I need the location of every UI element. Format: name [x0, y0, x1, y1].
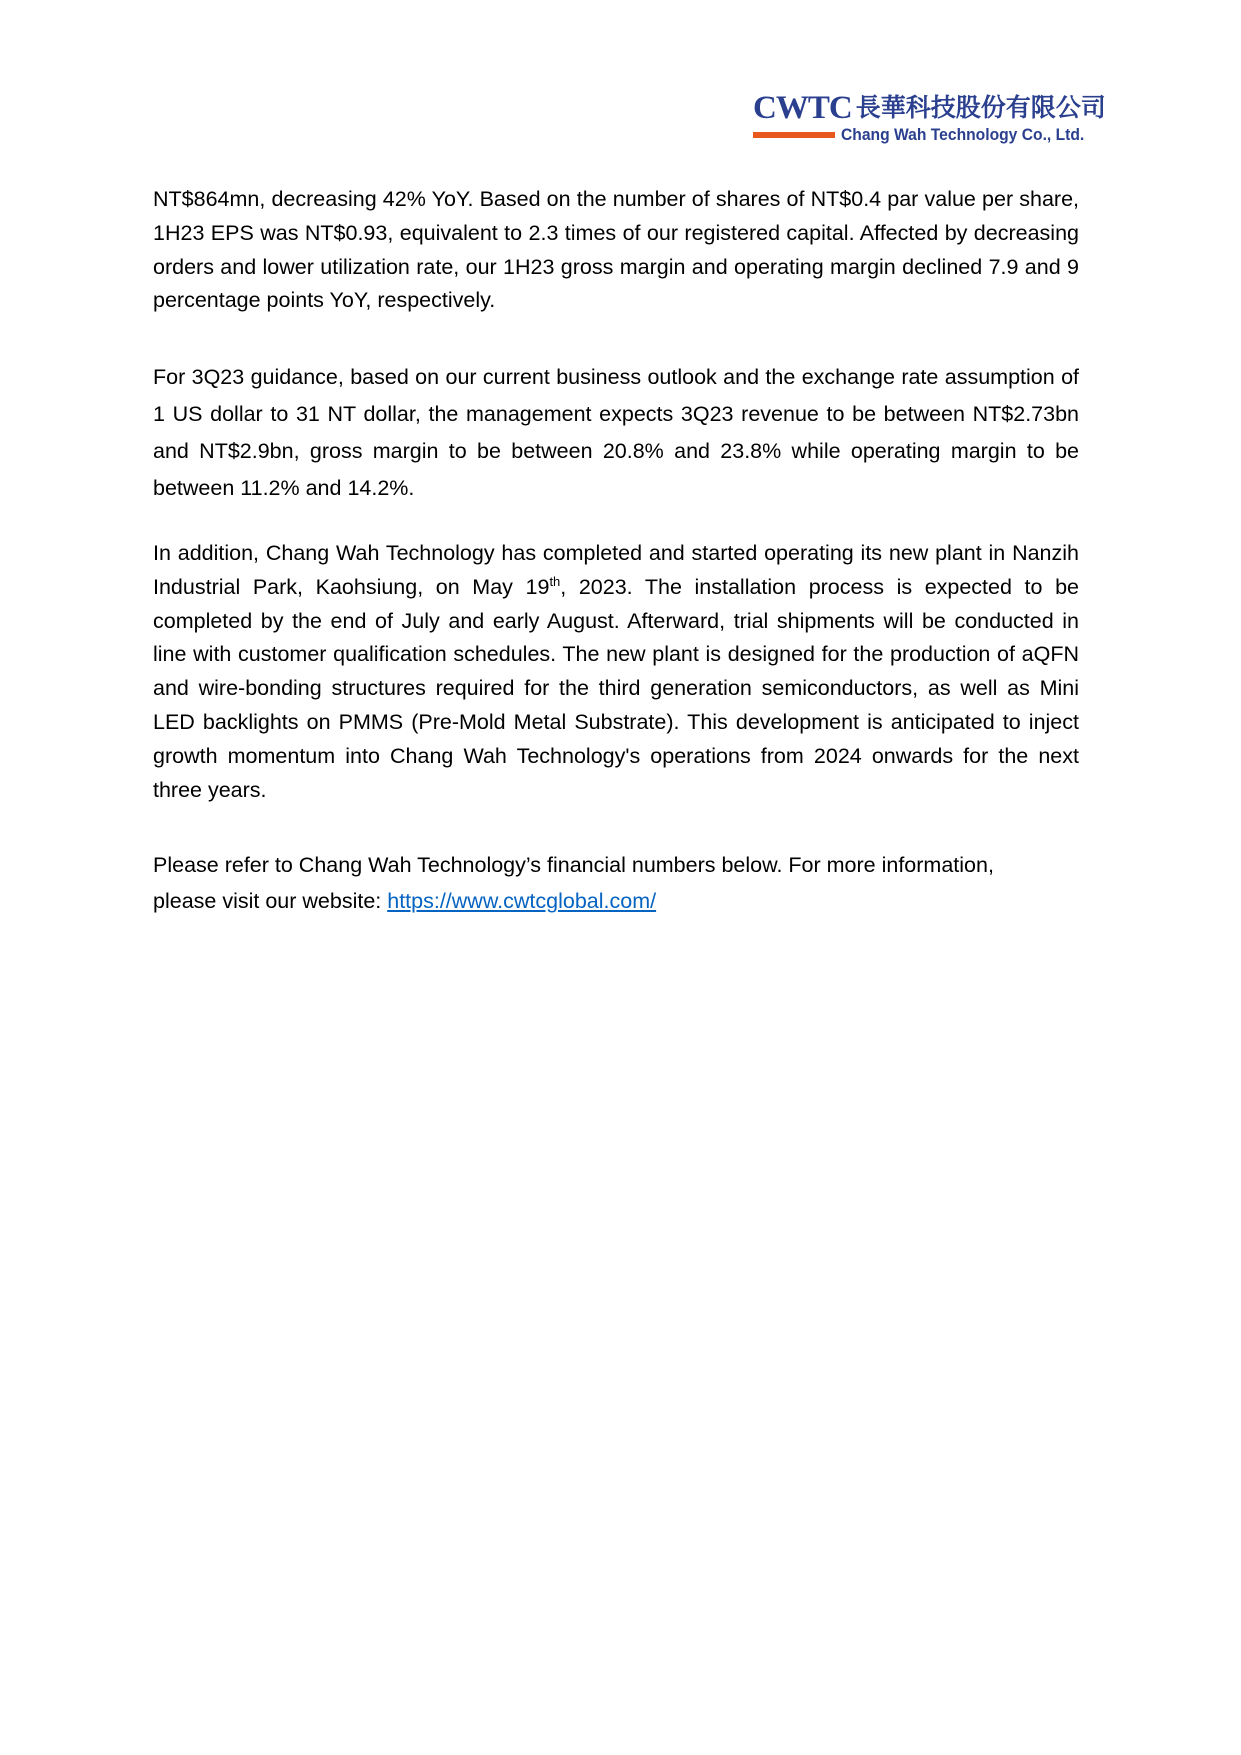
logo-wordmark	[753, 90, 1106, 126]
paragraph-new-plant-part2: , 2023. The installation process is expected to be completed by the end of July and early August. Afterward, trial shipments will be conducted in line with customer qualification schedules. The new plant is designed for the production of aQFN and wire-bonding structures required for the third generation semiconductors, as well as Mini LED backlights on PMMS (Pre-Mold Metal Substrate). This development is anticipated to inject growth momentum into Chang Wah Technology's operations from 2024 onwards for the next three years.	[153, 574, 1079, 802]
paragraph-new-plant-part1: In addition, Chang Wah Technology has completed and started operating its new plant in Nanzih Industrial Park, Kaohsiung, on May 19	[153, 541, 1079, 599]
website-link[interactable]: https://www.cwtcglobal.com/	[387, 889, 657, 913]
ordinal-superscript: th	[549, 573, 561, 589]
paragraph-3q23-guidance: For 3Q23 guidance, based on our current business outlook and the exchange rate assumption of 1 US dollar to 31 NT dollar, the management expects 3Q23 revenue to be between NT$2.73bn and NT$2.9bn, gross margin to be between 20.8% and 23.8% while operating margin to be between 11.2% and 14.2%.	[153, 365, 1079, 500]
logo-mark: CWTC	[753, 90, 852, 126]
paragraph-website-reference	[153, 847, 1079, 919]
paragraph-1h23-results: NT$864mn, decreasing 42% YoY. Based on the number of shares of NT$0.4 par value per share, 1H23 EPS was NT$0.93, equivalent to 2.3 times of our registered capital. Affected by decreasing orders and lower utilization rate, our 1H23 gross margin and operating margin declined 7.9 and 9 percentage points YoY, respectively.	[153, 187, 1079, 313]
paragraph-new-plant	[153, 537, 1079, 807]
logo-chinese-name: 長華科技股份有限公司	[855, 93, 1106, 122]
company-logo	[753, 90, 1106, 148]
logo-english-name: Chang Wah Technology Co., Ltd.	[841, 125, 1085, 144]
logo-accent-bar	[753, 132, 835, 138]
website-reference-prefix: please visit our website:	[153, 889, 388, 913]
website-reference-line1: Please refer to Chang Wah Technology’s financial numbers below. For more information,	[153, 853, 994, 877]
